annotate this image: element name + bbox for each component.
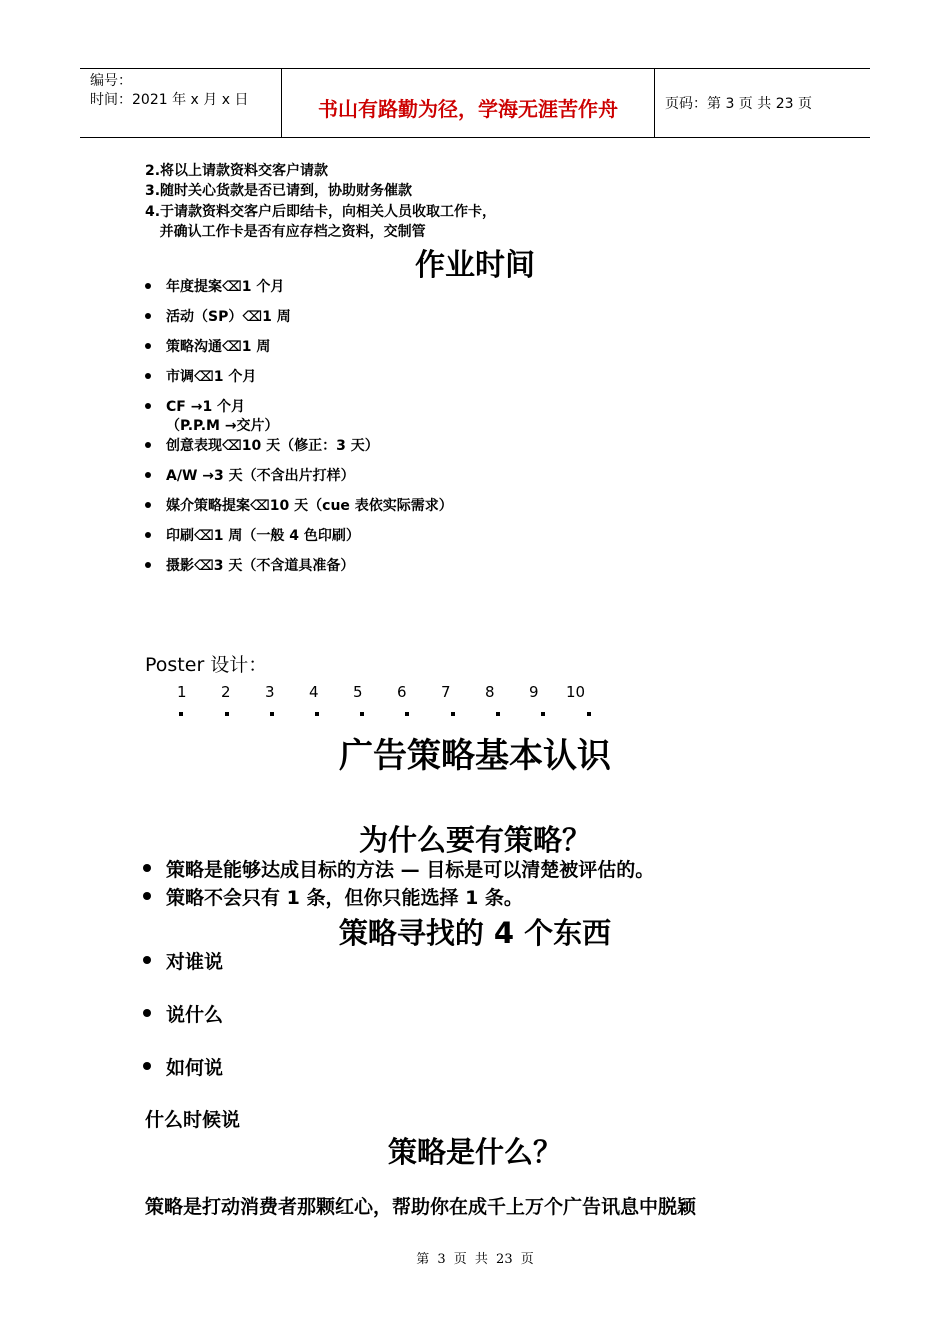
intro-line: 并确认工作卡是否有应存档之资料，交制管 bbox=[145, 224, 426, 240]
poster-number: 5 bbox=[353, 683, 363, 701]
bullet-icon bbox=[143, 1062, 151, 1070]
poster-marker bbox=[225, 712, 229, 716]
poster-marker bbox=[179, 712, 183, 716]
page-number-label: 页码：第 3 页 共 23 页 bbox=[665, 96, 812, 112]
page-header bbox=[80, 68, 870, 138]
poster-marker bbox=[541, 712, 545, 716]
schedule-item: A/W →3 天（不含出片打样） bbox=[166, 468, 355, 484]
bullet-icon bbox=[143, 1009, 151, 1017]
header-motto-cell bbox=[282, 69, 655, 137]
poster-number: 9 bbox=[529, 683, 539, 701]
header-page-cell bbox=[655, 69, 870, 137]
section-title-schedule: 作业时间 bbox=[415, 248, 535, 283]
why-item: 策略是能够达成目标的方法 — 目标是可以清楚被评估的。 bbox=[166, 859, 655, 881]
poster-number: 6 bbox=[397, 683, 407, 701]
schedule-item: 媒介策略提案⌫10 天（cue 表依实际需求） bbox=[166, 498, 453, 514]
bullet-icon bbox=[143, 892, 151, 900]
four-things-title: 策略寻找的 4 个东西 bbox=[338, 916, 612, 950]
poster-number: 4 bbox=[309, 683, 319, 701]
bullet-icon bbox=[145, 343, 151, 349]
poster-marker bbox=[360, 712, 364, 716]
intro-line: 2.将以上请款资料交客户请款 bbox=[145, 163, 329, 179]
page-footer: 第 3 页 共 23 页 bbox=[416, 1252, 534, 1267]
poster-label: Poster 设计： bbox=[145, 654, 268, 676]
bullet-icon bbox=[145, 403, 151, 409]
four-things-item: 说什么 bbox=[166, 1004, 224, 1026]
time-label: 时间：2021 年 x 月 x 日 bbox=[90, 92, 249, 108]
schedule-item: 策略沟通⌫1 周 bbox=[166, 339, 271, 355]
four-things-item: 如何说 bbox=[166, 1057, 224, 1079]
schedule-item: 活动（SP）⌫1 周 bbox=[166, 309, 291, 325]
bullet-icon bbox=[145, 532, 151, 538]
poster-marker bbox=[451, 712, 455, 716]
intro-line: 4.于请款资料交客户后即结卡，向相关人员收取工作卡， bbox=[145, 204, 497, 220]
code-label: 编号： bbox=[90, 73, 132, 89]
schedule-item: 市调⌫1 个月 bbox=[166, 369, 257, 385]
what-strategy-text: 策略是打动消费者那颗红心，帮助你在成千上万个广告讯息中脱颖 bbox=[145, 1196, 697, 1218]
four-things-item: 对谁说 bbox=[166, 951, 224, 973]
bullet-icon bbox=[145, 373, 151, 379]
poster-marker bbox=[405, 712, 409, 716]
header-info-cell bbox=[80, 69, 282, 137]
poster-number: 7 bbox=[441, 683, 451, 701]
what-strategy-title: 策略是什么？ bbox=[387, 1135, 562, 1169]
poster-marker bbox=[587, 712, 591, 716]
poster-number: 1 bbox=[177, 683, 187, 701]
schedule-item: 印刷⌫1 周（一般 4 色印刷） bbox=[166, 528, 360, 544]
schedule-item: 摄影⌫3 天（不含道具准备） bbox=[166, 558, 355, 574]
poster-marker bbox=[270, 712, 274, 716]
bullet-icon bbox=[143, 864, 151, 872]
poster-number: 2 bbox=[221, 683, 231, 701]
poster-number: 3 bbox=[265, 683, 275, 701]
bullet-icon bbox=[145, 502, 151, 508]
why-item: 策略不会只有 1 条，但你只能选择 1 条。 bbox=[166, 887, 523, 909]
intro-line: 3.随时关心货款是否已请到，协助财务催款 bbox=[145, 183, 413, 199]
bullet-icon bbox=[145, 313, 151, 319]
poster-marker bbox=[315, 712, 319, 716]
why-strategy-title: 为什么要有策略？ bbox=[358, 823, 591, 857]
motto: 书山有路勤为径，学海无涯苦作舟 bbox=[318, 97, 618, 121]
bullet-icon bbox=[145, 442, 151, 448]
four-things-extra: 什么时候说 bbox=[145, 1109, 241, 1131]
schedule-item: 年度提案⌫1 个月 bbox=[166, 279, 285, 295]
section-title-strategy: 广告策略基本认识 bbox=[339, 736, 611, 776]
schedule-item-note: （P.P.M →交片） bbox=[166, 418, 279, 434]
poster-marker bbox=[496, 712, 500, 716]
bullet-icon bbox=[145, 562, 151, 568]
poster-number: 8 bbox=[485, 683, 495, 701]
poster-number: 10 bbox=[566, 683, 586, 701]
schedule-item: CF →1 个月 bbox=[166, 399, 246, 415]
bullet-icon bbox=[143, 956, 151, 964]
bullet-icon bbox=[145, 472, 151, 478]
schedule-item: 创意表现⌫10 天（修正：3 天） bbox=[166, 438, 379, 454]
bullet-icon bbox=[145, 283, 151, 289]
